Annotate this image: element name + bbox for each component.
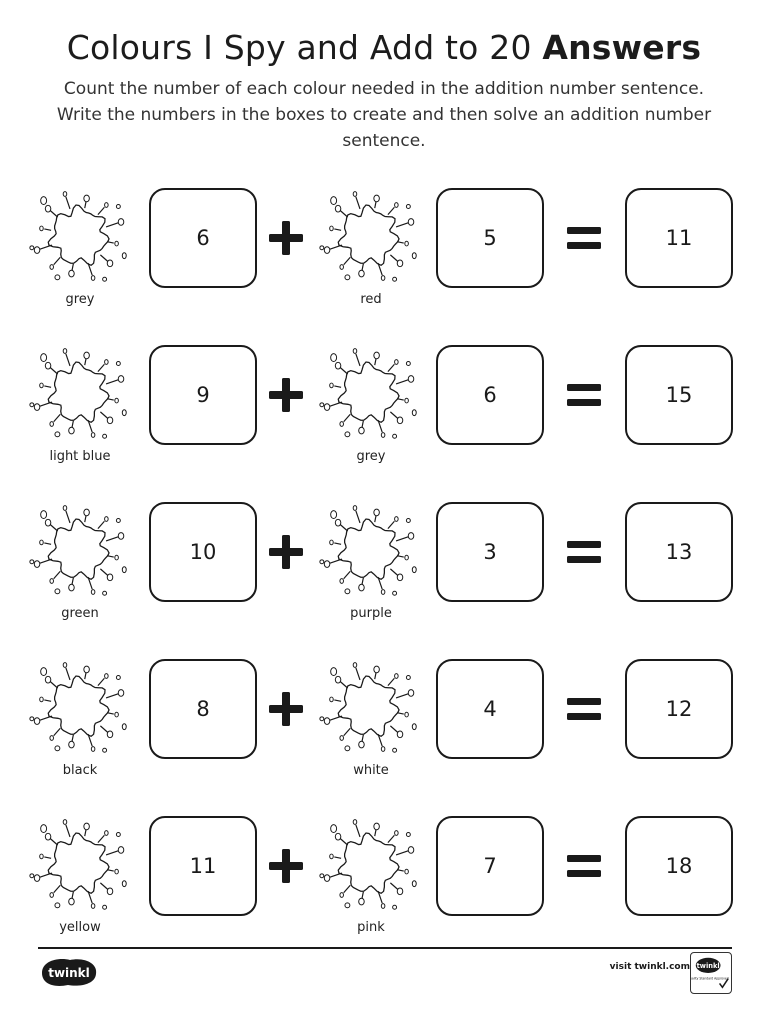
colour-label-b: white [353,763,389,778]
answer-box-a[interactable]: 9 [149,345,257,445]
answer-box-a[interactable]: 10 [149,502,257,602]
page-title [0,28,768,67]
plus-icon [266,846,306,886]
sum-box[interactable]: 18 [625,816,733,916]
answer-box-b[interactable]: 4 [436,659,544,759]
colour-label-a: green [61,606,99,621]
colour-label-b: grey [356,449,386,464]
paint-splat-icon [22,814,140,914]
colour-label-a: black [62,763,98,778]
paint-splat-icon [312,500,430,600]
answer-box-b[interactable]: 3 [436,502,544,602]
logo-text: twinkl [48,966,90,980]
instructions: Count the number of each colour needed in the addition number sentence. Write the numbers in the boxes to create and then solve an addition number sentence. [56,79,712,151]
colour-label-a: grey [65,292,95,307]
sentence-row [0,186,768,326]
equals-icon [564,218,604,258]
colour-label-b: pink [357,920,385,935]
sum-box[interactable]: 13 [625,502,733,602]
sum-box[interactable]: 15 [625,345,733,445]
answer-box-a[interactable]: 11 [149,816,257,916]
answer-box-a[interactable]: 6 [149,188,257,288]
equals-icon [564,689,604,729]
plus-icon [266,218,306,258]
footer-divider [38,947,732,949]
answer-box-b[interactable]: 6 [436,345,544,445]
title-bold: Answers [542,28,702,67]
plus-icon [266,375,306,415]
paint-splat-icon [22,186,140,286]
colour-label-b: red [360,292,382,307]
sentence-row [0,500,768,640]
twinkl-logo [38,955,100,989]
plus-icon [266,532,306,572]
paint-splat-icon [312,657,430,757]
paint-splat-icon [22,657,140,757]
sum-box[interactable]: 11 [625,188,733,288]
sentence-row [0,343,768,483]
quality-badge [690,952,732,994]
paint-splat-icon [22,500,140,600]
answer-box-a[interactable]: 8 [149,659,257,759]
colour-label-a: light blue [49,449,111,464]
sentence-row [0,814,768,954]
equals-icon [564,532,604,572]
sentence-row [0,657,768,797]
colour-label-b: purple [350,606,392,621]
answer-box-b[interactable]: 7 [436,816,544,916]
paint-splat-icon [312,343,430,443]
paint-splat-icon [22,343,140,443]
badge-logo: twinkl [696,962,720,971]
answer-box-b[interactable]: 5 [436,188,544,288]
badge-text: Quality Standard Approved [691,976,729,981]
equals-icon [564,846,604,886]
colour-label-a: yellow [59,920,101,935]
plus-icon [266,689,306,729]
visit-link[interactable]: visit twinkl.com [609,962,690,972]
equals-icon [564,375,604,415]
title-main: Colours I Spy and Add to 20 [66,28,543,67]
paint-splat-icon [312,186,430,286]
sum-box[interactable]: 12 [625,659,733,759]
paint-splat-icon [312,814,430,914]
